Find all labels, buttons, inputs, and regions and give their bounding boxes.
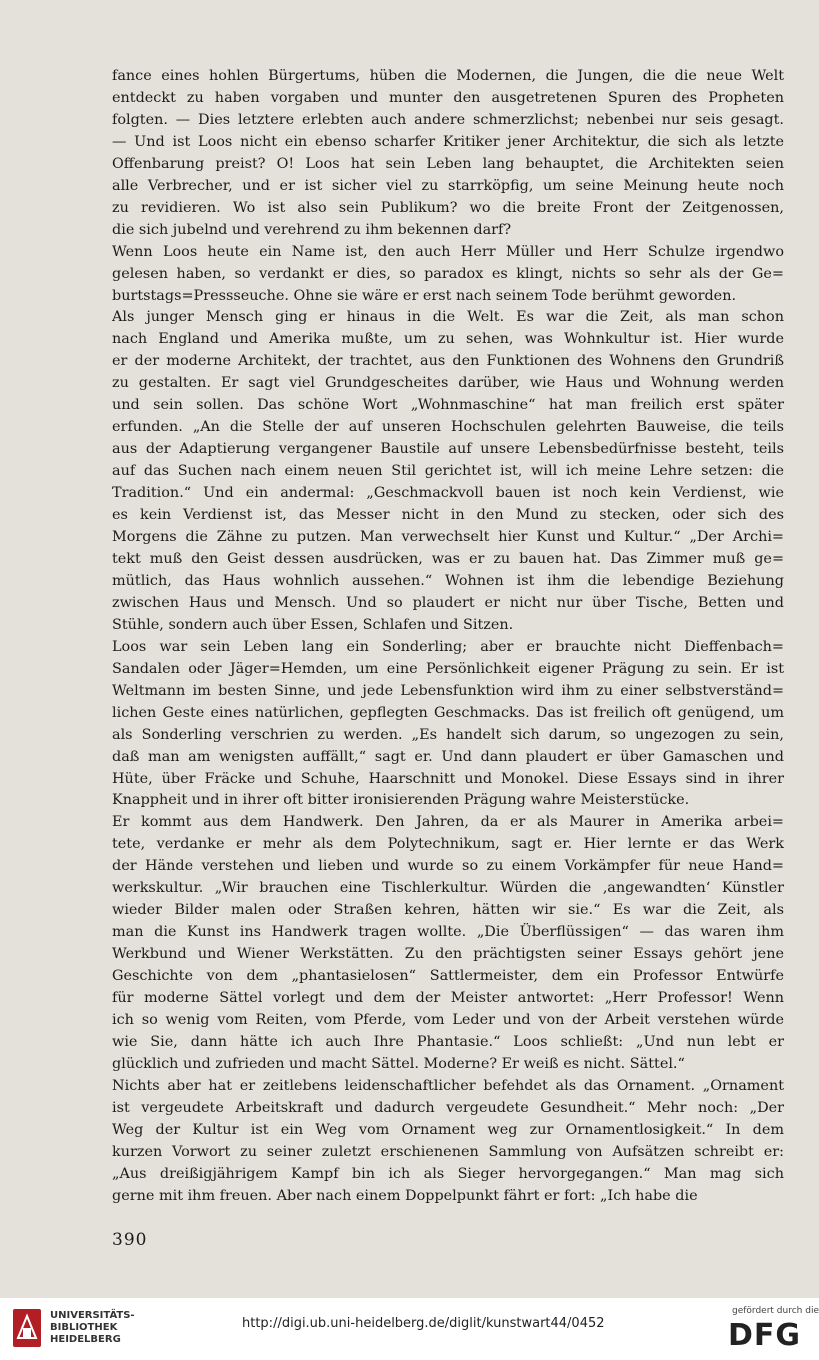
text-line: Morgens die Zähne zu putzen. Man verwechselt hier Kunst und Kultur.“ „Der Archi=: [112, 529, 784, 546]
text-line: als Sonderling verschrien zu werden. „Es handelt sich darum, so ungezogen zu sein,: [112, 726, 784, 743]
text-line: Knappheit und in ihrer oft bitter ironisierenden Prägung wahre Meisterstücke.: [112, 792, 690, 809]
text-line: Weg der Kultur ist ein Weg vom Ornament weg zur Ornamentlosigkeit.“ In dem: [112, 1121, 784, 1138]
text-line: es kein Verdienst ist, das Messer nicht in den Mund zu stecken, oder sich des: [112, 507, 784, 524]
text-line: Weltmann im besten Sinne, und jede Lebensfunktion wird ihm zu einer selbstverständ=: [112, 682, 784, 699]
text-line: nach England und Amerika mußte, um zu sehen, was Wohnkultur ist. Hier wurde: [112, 331, 784, 348]
university-seal-icon: [12, 1308, 42, 1348]
text-line: kurzen Vorwort zu seiner zuletzt erschienenen Sammlung von Aufsätzen schreibt er:: [112, 1143, 784, 1160]
text-line: wieder Bilder malen oder Straßen kehren, hätten wir sie.“ Es war die Zeit, als: [112, 902, 784, 919]
text-line: Wenn Loos heute ein Name ist, den auch Herr Müller und Herr Schulze irgendwo: [112, 243, 784, 260]
text-line: „Aus dreißigjährigem Kampf bin ich als Sieger hervorgegangen.“ Man mag sich: [112, 1165, 784, 1182]
text-line: werkskultur. „Wir brauchen eine Tischlerkultur. Würden die ‚angewandten‘ Künstler: [112, 880, 784, 897]
text-line: für moderne Sättel vorlegt und dem der Meister antwortet: „Herr Professor! Wenn: [112, 990, 784, 1007]
text-line: Nichts aber hat er zeitlebens leidenschaftlicher befehdet als das Ornament. „Ornament: [112, 1077, 784, 1094]
text-line: daß man am wenigsten auffällt,“ sagt er. Und dann plaudert er über Gamaschen und: [112, 748, 784, 765]
text-line: aus der Adaptierung vergangener Baustile auf unsere Lebensbedürfnisse besteht, teils: [112, 441, 784, 458]
text-line: zu revidieren. Wo ist also sein Publikum? wo die breite Front der Zeitgenossen,: [112, 199, 784, 216]
text-line: Geschichte von dem „phantasielosen“ Sattlermeister, dem ein Professor Entwürfe: [112, 968, 784, 985]
text-line: tete, verdanke er mehr als dem Polytechnikum, sagt er. Hier lernte er das Werk: [112, 836, 784, 853]
body-text: [112, 66, 784, 1208]
text-line: und sein sollen. Das schöne Wort „Wohnmaschine“ hat man freilich erst später: [112, 397, 784, 414]
text-line: ich so wenig vom Reiten, vom Pferde, vom Leder und von der Arbeit verstehen würde: [112, 1011, 784, 1028]
text-line: — Und ist Loos nicht ein ebenso scharfer Kritiker jener Architektur, die sich als letzte: [112, 133, 784, 150]
text-line: Offenbarung preist? O! Loos hat sein Leben lang behauptet, die Architekten seien: [112, 155, 784, 172]
source-url-link[interactable]: http://digi.ub.uni-heidelberg.de/diglit/kunstwart44/0452: [242, 1316, 605, 1331]
institution-name: UNIVERSITÄTS- BIBLIOTHEK HEIDELBERG: [50, 1310, 135, 1345]
text-line: Loos war sein Leben lang ein Sonderling; aber er brauchte nicht Dieffenbach=: [112, 638, 784, 655]
funder-caption: gefördert durch die: [732, 1306, 819, 1316]
text-line: Hüte, über Fräcke und Schuhe, Haarschnitt und Monokel. Diese Essays sind in ihrer: [112, 770, 784, 787]
text-line: fance eines hohlen Bürgertums, hüben die Modernen, die Jungen, die die neue Welt: [112, 68, 784, 84]
text-line: wie Sie, dann hätte ich auch Ihre Phantasie.“ Loos schließt: „Und nun lebt er: [112, 1033, 784, 1050]
text-line: zu gestalten. Er sagt viel Grundgescheites darüber, wie Haus und Wohnung werden: [112, 375, 784, 392]
text-line: Werkbund und Wiener Werkstätten. Zu den prächtigsten seiner Essays gehört jene: [112, 946, 784, 963]
text-line: Er kommt aus dem Handwerk. Den Jahren, da er als Maurer in Amerika arbei=: [112, 814, 784, 831]
text-line: folgten. — Dies letztere erlebten auch andere schmerzlichst; nebenbei nur seis gesagt.: [112, 111, 784, 128]
text-line: Stühle, sondern auch über Essen, Schlafen und Sitzen.: [112, 616, 514, 633]
text-line: alle Verbrecher, und er ist sicher viel zu starrköpfig, um seine Meinung heute noch: [112, 177, 784, 194]
text-line: man die Kunst ins Handwerk tragen wollte. „Die Überflüssigen“ — das waren ihm: [112, 924, 784, 941]
text-line: glücklich und zufrieden und macht Sättel. Moderne? Er weiß es nicht. Sättel.“: [112, 1055, 685, 1072]
text-line: mütlich, das Haus wohnlich aussehen.“ Wohnen ist ihm die lebendige Beziehung: [112, 572, 784, 589]
footer-bar: [0, 1298, 819, 1360]
page-number: 390: [112, 1230, 148, 1250]
text-line: Als junger Mensch ging er hinaus in die Welt. Es war die Zeit, als man schon: [112, 309, 784, 326]
text-line: burtstags=Pressseuche. Ohne sie wäre er erst nach seinem Tode berühmt geworden.: [112, 287, 737, 304]
text-line: zwischen Haus und Mensch. Und so plaudert er nicht nur über Tische, Betten und: [112, 594, 784, 611]
text-line: entdeckt zu haben vorgaben und munter den ausgetretenen Spuren des Propheten: [112, 89, 784, 106]
text-line: der Hände verstehen und lieben und wurde so zu einem Vorkämpfer für neue Hand=: [112, 858, 784, 875]
text-line: gerne mit ihm freuen. Aber nach einem Doppelpunkt fährt er fort: „Ich habe die: [112, 1187, 698, 1204]
text-line: erfunden. „An die Stelle der auf unseren Hochschulen gelehrten Bauweise, die teils: [112, 419, 784, 436]
text-line: er der moderne Architekt, der trachtet, aus den Funktionen des Wohnens den Grundriß: [112, 353, 784, 370]
dfg-logo: DFG: [728, 1318, 802, 1353]
text-line: auf das Suchen nach einem neuen Stil gerichtet ist, will ich meine Lehre setzen: die: [112, 463, 784, 480]
text-line: Tradition.“ Und ein andermal: „Geschmackvoll bauen ist noch kein Verdienst, wie: [112, 485, 784, 502]
text-line: tekt muß den Geist dessen ausdrücken, was er zu bauen hat. Das Zimmer muß ge=: [112, 550, 784, 567]
text-line: lichen Geste eines natürlichen, gepflegten Geschmacks. Das ist freilich oft genügend, um: [112, 704, 784, 721]
text-line: ist vergeudete Arbeitskraft und dadurch vergeudete Gesundheit.“ Mehr noch: „Der: [112, 1099, 784, 1116]
text-line: gelesen haben, so verdankt er dies, so paradox es klingt, nichts so sehr als der Ge=: [112, 265, 784, 282]
text-line: Sandalen oder Jäger=Hemden, um eine Persönlichkeit eigener Prägung zu sein. Er ist: [112, 660, 784, 677]
text-line: die sich jubelnd und verehrend zu ihm bekennen darf?: [112, 221, 512, 238]
